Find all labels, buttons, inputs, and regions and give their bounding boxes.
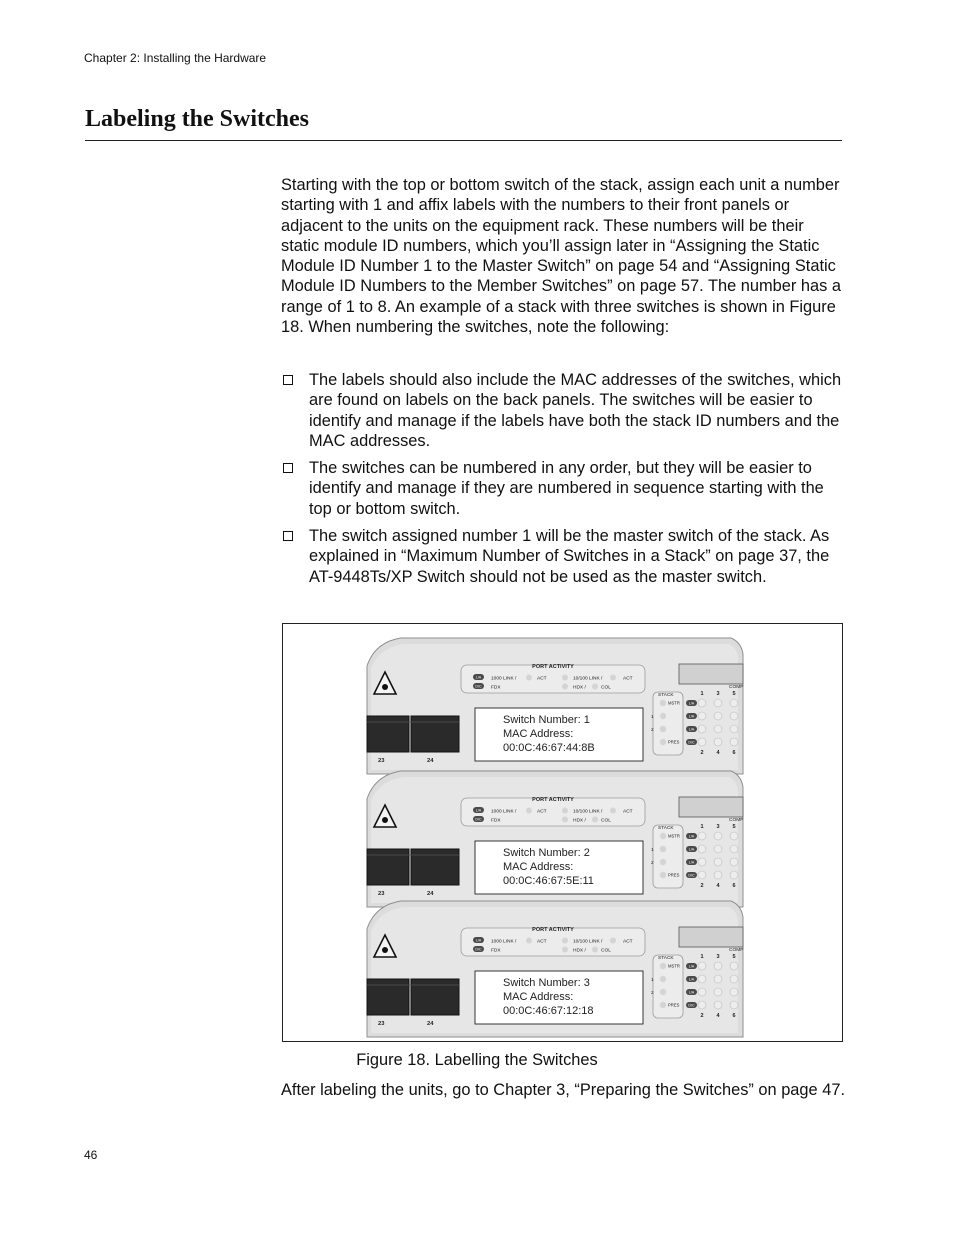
led-pill-label: L/A <box>688 860 695 865</box>
port-activity-label: PORT ACTIVITY <box>532 797 574 803</box>
stack-led <box>660 976 666 982</box>
status-led <box>526 808 532 814</box>
sfp-port-23 <box>367 979 409 1015</box>
status-led <box>592 684 598 690</box>
section-title: Labeling the Switches <box>85 106 310 132</box>
act-label: ACT <box>537 676 547 682</box>
led-column-number: 6 <box>732 1013 736 1019</box>
port-24-label: 24 <box>427 1021 434 1027</box>
port-activity-label: PORT ACTIVITY <box>532 664 574 670</box>
gig-link-label: 1000 LINK / <box>491 939 517 945</box>
comp-label: COMP <box>729 685 744 690</box>
bullet-item <box>281 370 846 451</box>
page-number: 46 <box>84 1148 98 1162</box>
led-column-number: 2 <box>700 883 704 889</box>
led-column-number: 5 <box>732 824 736 830</box>
port-led <box>714 738 722 746</box>
led-pill-label: L/A <box>688 847 695 852</box>
bullet-text: The switch assigned number 1 will be the master switch of the stack. As explained in “Maximum Number of Switches in a Stack” on page 37, the AT-9448Ts/XP Switch should not be used as the master switch. <box>309 527 830 586</box>
port-led <box>698 962 706 970</box>
led-pill-label: L/A <box>688 990 695 995</box>
mac-address-value: 00:0C:46:67:12:18 <box>503 1005 594 1017</box>
pres-label: PRES <box>668 739 680 745</box>
col-label: COL <box>601 948 611 954</box>
stack-led <box>660 963 666 969</box>
title-rule <box>85 140 842 141</box>
sfp-port-23 <box>367 849 409 885</box>
led-column-number: 3 <box>716 824 720 830</box>
port-led <box>714 712 722 720</box>
fdx-label: FDX <box>491 685 501 691</box>
port-led <box>730 858 738 866</box>
led-pill-label: L/A <box>475 808 482 813</box>
comp-label: COMP <box>729 948 744 953</box>
led-column-number: 2 <box>700 1013 704 1019</box>
port-led <box>730 975 738 983</box>
led-pill-label: L/A <box>688 977 695 982</box>
figure-caption: Figure 18. Labelling the Switches <box>356 1051 598 1069</box>
led-column-number: 3 <box>716 954 720 960</box>
port-24-label: 24 <box>427 758 434 764</box>
status-led <box>526 938 532 944</box>
port-23-label: 23 <box>378 758 385 764</box>
act-label: ACT <box>623 809 633 815</box>
status-led <box>562 808 568 814</box>
switch-unit <box>367 638 743 774</box>
port-led <box>698 712 706 720</box>
mstr-label: MSTR <box>668 700 680 706</box>
sfp-port-24 <box>411 979 459 1015</box>
led-column-number: 4 <box>716 750 720 756</box>
led-pill-label: L/A <box>688 714 695 719</box>
stack-row-number: 1 <box>651 848 654 853</box>
stack-led <box>660 859 666 865</box>
act-label: ACT <box>623 676 633 682</box>
sfp-port-24 <box>411 716 459 752</box>
gig-link-label: 1000 LINK / <box>491 676 517 682</box>
stack-row-number: 1 <box>651 715 654 720</box>
led-pill-label: D/C <box>688 740 695 745</box>
led-column-number: 5 <box>732 954 736 960</box>
port-led <box>730 832 738 840</box>
status-led <box>592 947 598 953</box>
led-column-number: 1 <box>700 824 704 830</box>
stack-row-number: 2 <box>651 728 654 733</box>
port-led <box>730 1001 738 1009</box>
stack-led <box>660 739 666 745</box>
led-column-number: 2 <box>700 750 704 756</box>
stack-led <box>660 989 666 995</box>
port-led <box>698 871 706 879</box>
port-led <box>698 832 706 840</box>
switch-unit <box>367 901 743 1037</box>
hdx-label: HDX / <box>573 685 586 691</box>
port-led <box>730 712 738 720</box>
bullet-text: The switches can be numbered in any order, but they will be easier to identify and manage if they are numbered in sequence starting with the top or bottom switch. <box>309 459 824 518</box>
port-led <box>698 699 706 707</box>
laser-burst-icon <box>382 684 388 690</box>
port-led <box>714 832 722 840</box>
led-column-number: 6 <box>732 750 736 756</box>
fast-link-label: 10/100 LINK / <box>573 809 603 815</box>
bullet-text: The labels should also include the MAC addresses of the switches, which are found on labels on the back panels. The switches will be easier to identify and manage if the labels have both the stack ID numbers and the MAC addresses. <box>309 371 842 450</box>
pres-label: PRES <box>668 872 680 878</box>
closing-paragraph: After labeling the units, go to Chapter 3, “Preparing the Switches” on page 47. <box>281 1081 845 1099</box>
port-led <box>730 845 738 853</box>
status-led <box>610 675 616 681</box>
stack-row-number: 1 <box>651 978 654 983</box>
led-pill-label: D/C <box>688 873 695 878</box>
col-label: COL <box>601 818 611 824</box>
checkbox-bullet-icon <box>283 531 293 541</box>
stack-row-number: 2 <box>651 861 654 866</box>
switch-number-text: Switch Number: 3 <box>503 977 590 989</box>
port-led <box>714 845 722 853</box>
led-pill-label: L/A <box>475 675 482 680</box>
led-column-number: 1 <box>700 691 704 697</box>
port-led <box>698 845 706 853</box>
status-led <box>610 938 616 944</box>
bullet-item <box>281 458 846 519</box>
port-led <box>714 871 722 879</box>
stack-row-number: 2 <box>651 991 654 996</box>
mstr-label: MSTR <box>668 833 680 839</box>
led-pill-label: D/C <box>475 684 482 689</box>
port-24-label: 24 <box>427 891 434 897</box>
act-label: ACT <box>537 809 547 815</box>
mac-address-value: 00:0C:46:67:44:8B <box>503 742 595 754</box>
port-activity-label: PORT ACTIVITY <box>532 927 574 933</box>
act-label: ACT <box>537 939 547 945</box>
status-led <box>562 684 568 690</box>
port-led <box>730 988 738 996</box>
intro-paragraph: Starting with the top or bottom switch of the stack, assign each unit a number starting with 1 and affix labels with the numbers to their front panels or adjacent to the units on the equipment rack. These numbers will be their static module ID numbers, which you’ll assign later in “Assigning the Static Module ID Number 1 to the Master Switch” on page 54 and “Assigning Static Module ID Numbers to the Member Switches” on page 57. The number has a range of 1 to 8. An example of a stack with three switches is shown in Figure 18. When numbering the switches, note the following: <box>281 176 841 337</box>
status-led <box>526 675 532 681</box>
led-pill-label: L/A <box>688 964 695 969</box>
led-pill-label: D/C <box>688 1003 695 1008</box>
display-window <box>679 927 743 947</box>
stack-label: STACK <box>658 693 674 698</box>
fast-link-label: 10/100 LINK / <box>573 676 603 682</box>
status-led <box>562 947 568 953</box>
led-column-number: 3 <box>716 691 720 697</box>
port-led <box>730 871 738 879</box>
laser-burst-icon <box>382 947 388 953</box>
mac-address-label: MAC Address: <box>503 861 574 873</box>
port-led <box>714 962 722 970</box>
led-column-number: 4 <box>716 1013 720 1019</box>
port-led <box>698 975 706 983</box>
port-led <box>698 1001 706 1009</box>
bullet-list <box>281 370 846 594</box>
stack-led <box>660 1002 666 1008</box>
stack-label: STACK <box>658 826 674 831</box>
port-led <box>698 725 706 733</box>
mstr-label: MSTR <box>668 963 680 969</box>
status-led <box>592 817 598 823</box>
port-led <box>714 699 722 707</box>
display-window <box>679 797 743 817</box>
laser-burst-icon <box>382 817 388 823</box>
port-led <box>714 975 722 983</box>
switch-number-text: Switch Number: 1 <box>503 714 590 726</box>
status-led <box>562 817 568 823</box>
gig-link-label: 1000 LINK / <box>491 809 517 815</box>
hdx-label: HDX / <box>573 948 586 954</box>
act-label: ACT <box>623 939 633 945</box>
figure-frame <box>282 623 843 1042</box>
stack-led <box>660 872 666 878</box>
port-led <box>714 725 722 733</box>
sfp-port-23 <box>367 716 409 752</box>
sfp-port-24 <box>411 849 459 885</box>
col-label: COL <box>601 685 611 691</box>
led-pill-label: L/A <box>688 834 695 839</box>
led-pill-label: L/A <box>688 727 695 732</box>
port-led <box>730 962 738 970</box>
mac-address-label: MAC Address: <box>503 991 574 1003</box>
port-led <box>730 699 738 707</box>
mac-address-value: 00:0C:46:67:5E:11 <box>503 875 594 887</box>
status-led <box>610 808 616 814</box>
comp-label: COMP <box>729 818 744 823</box>
led-column-number: 5 <box>732 691 736 697</box>
stack-led <box>660 713 666 719</box>
led-pill-label: D/C <box>475 817 482 822</box>
port-led <box>698 858 706 866</box>
port-23-label: 23 <box>378 1021 385 1027</box>
port-led <box>730 725 738 733</box>
status-led <box>562 938 568 944</box>
pres-label: PRES <box>668 1002 680 1008</box>
port-led <box>714 1001 722 1009</box>
checkbox-bullet-icon <box>283 375 293 385</box>
bullet-item <box>281 526 846 587</box>
stack-led <box>660 726 666 732</box>
hdx-label: HDX / <box>573 818 586 824</box>
stack-led <box>660 700 666 706</box>
led-column-number: 6 <box>732 883 736 889</box>
port-led <box>730 738 738 746</box>
status-led <box>562 675 568 681</box>
mac-address-label: MAC Address: <box>503 728 574 740</box>
switch-unit <box>367 771 743 907</box>
checkbox-bullet-icon <box>283 463 293 473</box>
fdx-label: FDX <box>491 818 501 824</box>
port-led <box>698 988 706 996</box>
switch-number-text: Switch Number: 2 <box>503 847 590 859</box>
led-pill-label: L/A <box>475 938 482 943</box>
stack-led <box>660 833 666 839</box>
led-pill-label: D/C <box>475 947 482 952</box>
running-header: Chapter 2: Installing the Hardware <box>84 51 267 65</box>
display-window <box>679 664 743 684</box>
port-led <box>714 988 722 996</box>
port-23-label: 23 <box>378 891 385 897</box>
led-column-number: 4 <box>716 883 720 889</box>
switch-stack-illustration <box>283 624 842 1041</box>
led-column-number: 1 <box>700 954 704 960</box>
stack-led <box>660 846 666 852</box>
led-pill-label: L/A <box>688 701 695 706</box>
fast-link-label: 10/100 LINK / <box>573 939 603 945</box>
fdx-label: FDX <box>491 948 501 954</box>
port-led <box>698 738 706 746</box>
port-led <box>714 858 722 866</box>
stack-label: STACK <box>658 956 674 961</box>
